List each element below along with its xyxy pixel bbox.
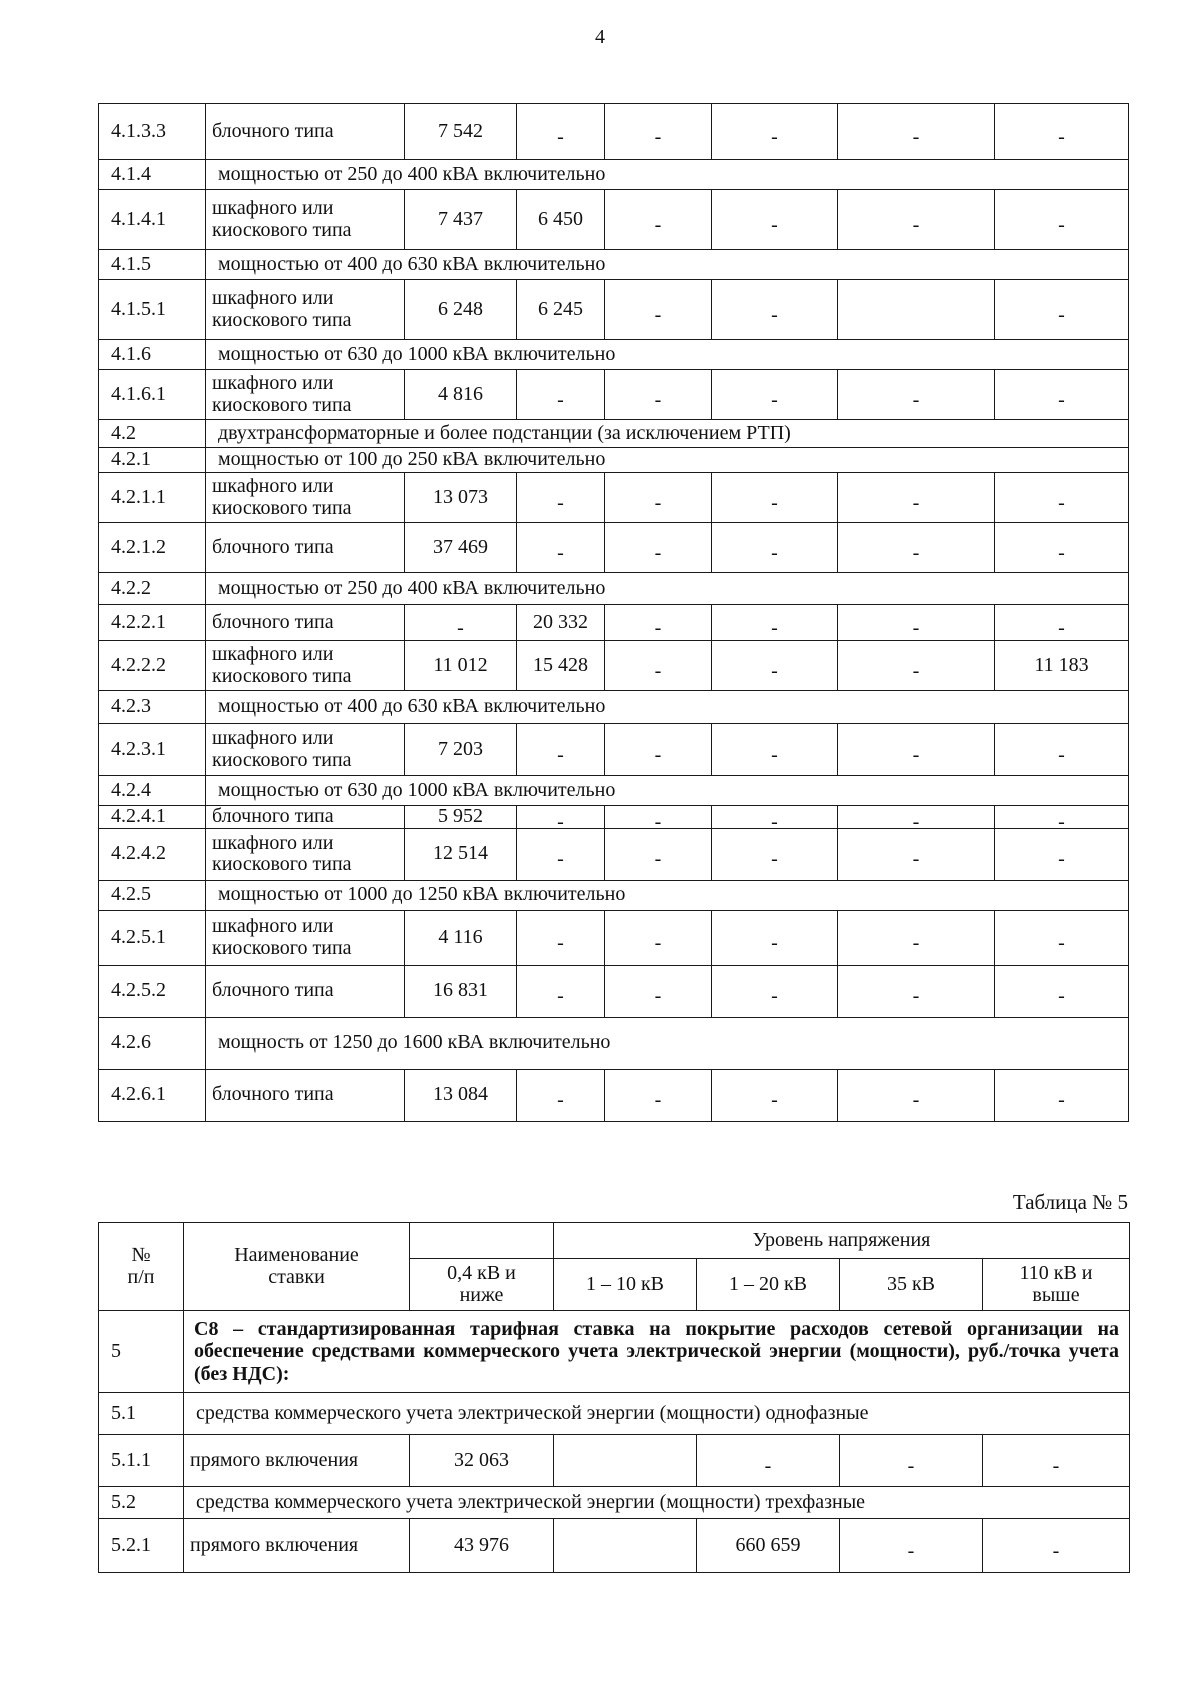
table-row [99,370,1129,420]
section-title: мощностью от 1000 до 1250 кВА включительно [206,880,1129,910]
value-cell [838,965,995,1017]
value-cell [838,523,995,573]
section-title: мощностью от 630 до 1000 кВА включительно [206,776,1129,806]
page-number: 4 [595,26,605,48]
dash-value: - [557,931,564,954]
header-num: № п/п [99,1223,184,1311]
dash-value: - [457,616,464,639]
header-col-1-10: 1 – 10 кВ [554,1259,697,1311]
dash-value: - [771,213,778,236]
value-cell [517,828,605,880]
header-col-1-20: 1 – 20 кВ [697,1259,840,1311]
row-name: шкафного или киоскового типа [206,641,405,691]
value-cell [712,641,838,691]
dash-value: - [912,541,920,564]
value-cell [605,370,712,420]
table-row [99,910,1129,965]
value-cell [838,605,995,641]
table-5-title: Таблица № 5 [1012,1190,1128,1214]
value-cell: 11 183 [995,641,1129,691]
row-code: 4.2.5.2 [99,965,206,1017]
value-cell: 43 976 [410,1519,554,1573]
row-name: блочного типа [206,1069,405,1121]
value-cell [605,806,712,833]
dash-value: - [654,388,662,411]
value-cell [838,370,995,420]
dash-value: - [912,213,920,236]
dash-value: - [912,125,920,148]
dash-value: - [1058,213,1065,236]
row-code: 5.2 [99,1487,184,1519]
dash-value: - [1058,303,1065,326]
dash-value: - [771,848,778,871]
row-code: 4.1.6 [99,340,206,370]
value-cell [605,104,712,160]
row-name: прямого включения [184,1519,410,1573]
value-cell: 32 063 [410,1435,554,1487]
row-name: шкафного или киоскового типа [206,910,405,965]
value-cell [712,190,838,250]
value-cell [517,104,605,160]
dash-value: - [654,491,662,514]
value-cell: 7 542 [405,104,517,160]
table-row [99,1519,1130,1573]
section-title: двухтрансформаторные и более подстанции (за исключением РТП) [206,420,1129,448]
dash-value: - [1052,1539,1060,1562]
table-row [99,523,1129,573]
value-cell: 5 952 [405,806,517,829]
dash-value: - [557,388,564,411]
value-cell [995,828,1129,880]
section-title: мощностью от 400 до 630 кВА включительно [206,250,1129,280]
value-cell [983,1519,1130,1573]
value-cell [712,910,838,965]
row-code: 4.2.6.1 [99,1069,206,1121]
value-cell: 6 245 [517,280,605,340]
dash-value: - [912,491,920,514]
value-cell [712,104,838,160]
row-code: 4.2.5 [99,880,206,910]
dash-value: - [912,931,920,954]
value-cell: 6 450 [517,190,605,250]
value-cell [995,1069,1129,1121]
value-cell [605,190,712,250]
dash-value: - [764,1454,772,1477]
value-cell [840,1435,983,1487]
dash-value: - [557,1089,564,1112]
value-cell [995,806,1129,833]
value-cell: 660 659 [697,1519,840,1573]
dash-value: - [771,659,778,682]
dash-value: - [654,659,662,682]
dash-value: - [771,743,778,766]
value-cell [838,828,995,880]
value-cell [517,806,605,833]
value-cell [605,965,712,1017]
tariff-table-4 [98,103,1129,1122]
dash-value: - [557,848,564,871]
row-name: шкафного или киоскового типа [206,190,405,250]
value-cell [838,641,995,691]
row-code: 4.2.1.2 [99,523,206,573]
value-cell [995,104,1129,160]
value-cell [554,1519,697,1573]
row-code: 4.2.3 [99,691,206,724]
value-cell: 11 012 [405,641,517,691]
value-cell [517,370,605,420]
table-row [99,641,1129,691]
value-cell [995,724,1129,776]
table-5-header-row [99,1223,1130,1259]
row-code: 4.2.1.1 [99,473,206,523]
row-code: 4.1.3.3 [99,104,206,160]
value-cell: 7 437 [405,190,517,250]
dash-value: - [654,848,662,871]
table-row [99,965,1129,1017]
dash-value: - [912,659,920,682]
section-title: мощностью от 630 до 1000 кВА включительно [206,340,1129,370]
value-cell: 4 116 [405,910,517,965]
value-cell [995,965,1129,1017]
dash-value: - [1058,931,1065,954]
value-cell: 6 248 [405,280,517,340]
dash-value: - [654,303,662,326]
dash-value: - [771,1089,778,1112]
value-cell [712,280,838,340]
dash-value: - [771,931,778,954]
row-name: блочного типа [206,605,405,641]
section-title: мощностью от 250 до 400 кВА включительно [206,573,1129,605]
row-code: 4.2.2.2 [99,641,206,691]
dash-value: - [912,616,920,639]
dash-value: - [557,985,564,1008]
table-row [99,104,1129,160]
row-code: 4.2.4 [99,776,206,806]
row-code: 4.2.1 [99,448,206,473]
row-code: 4.2.4.2 [99,828,206,880]
value-cell [605,605,712,641]
dash-value: - [1058,616,1065,639]
value-cell [712,965,838,1017]
value-cell: 37 469 [405,523,517,573]
row-name: шкафного или киоскового типа [206,473,405,523]
row-code: 4.2.5.1 [99,910,206,965]
value-cell [712,806,838,833]
value-cell [838,806,995,833]
value-cell [838,104,995,160]
row-name: прямого включения [184,1435,410,1487]
dash-value: - [557,541,564,564]
c8-row [99,1311,1130,1393]
section-row [99,1487,1130,1519]
row-name: шкафного или киоскового типа [206,280,405,340]
row-code: 4.1.4.1 [99,190,206,250]
value-cell [605,910,712,965]
header-col-35: 35 кВ [840,1259,983,1311]
row-code: 4.2 [99,420,206,448]
value-cell [838,280,995,340]
dash-value: - [771,303,778,326]
value-cell [995,370,1129,420]
value-cell [605,828,712,880]
value-cell: 20 332 [517,605,605,641]
section-title: мощностью от 400 до 630 кВА включительно [206,691,1129,724]
value-cell: 4 816 [405,370,517,420]
dash-value: - [1058,985,1065,1008]
section-row [99,448,1129,473]
value-cell [995,910,1129,965]
dash-value: - [557,491,564,514]
value-cell [712,605,838,641]
dash-value: - [1052,1454,1060,1477]
dash-value: - [654,213,662,236]
dash-value: - [1058,125,1065,148]
row-name: шкафного или киоскового типа [206,828,405,880]
row-code: 4.1.4 [99,160,206,190]
table-row [99,473,1129,523]
row-code: 5.2.1 [99,1519,184,1573]
dash-value: - [907,1539,915,1562]
value-cell: 16 831 [405,965,517,1017]
section-row [99,420,1129,448]
dash-value: - [771,811,778,833]
table-row [99,190,1129,250]
value-cell [838,724,995,776]
dash-value: - [1058,491,1065,514]
section-title: мощностью от 100 до 250 кВА включительно [206,448,1129,473]
dash-value: - [771,388,778,411]
dash-value: - [912,743,920,766]
value-cell [605,724,712,776]
value-cell: 7 203 [405,724,517,776]
dash-value: - [907,1454,915,1477]
row-code: 5.1.1 [99,1435,184,1487]
section-row [99,573,1129,605]
dash-value: - [654,743,662,766]
value-cell: 12 514 [405,828,517,880]
dash-value: - [1058,848,1065,871]
table-row [99,806,1129,829]
value-cell [517,910,605,965]
dash-value: - [1058,811,1065,833]
dash-value: - [771,985,778,1008]
value-cell [995,473,1129,523]
value-cell [605,280,712,340]
dash-value: - [912,1089,920,1112]
value-cell [517,724,605,776]
table-row [99,828,1129,880]
dash-value: - [912,848,920,871]
value-cell: 13 073 [405,473,517,523]
section-row [99,1017,1129,1069]
header-name: Наименование ставки [184,1223,410,1311]
table-row [99,605,1129,641]
dash-value: - [771,491,778,514]
row-code: 4.2.3.1 [99,724,206,776]
row-name: блочного типа [206,965,405,1017]
row-code: 4.1.6.1 [99,370,206,420]
c8-description: С8 – стандартизированная тарифная ставка на покрытие расходов сетевой организации на обеспечение средствами коммерческого учета электрической энергии (мощности), руб./точка учета (без НДС): [184,1311,1130,1393]
value-cell [712,724,838,776]
section-title: мощностью от 250 до 400 кВА включительно [206,160,1129,190]
value-cell [995,190,1129,250]
value-cell [983,1435,1130,1487]
value-cell [605,523,712,573]
section-row [99,776,1129,806]
table-row [99,280,1129,340]
value-cell [605,473,712,523]
row-code: 4.2.2 [99,573,206,605]
dash-value: - [1058,541,1065,564]
row-name: шкафного или киоскового типа [206,370,405,420]
row-code: 4.2.2.1 [99,605,206,641]
value-cell [517,1069,605,1121]
value-cell [712,370,838,420]
header-col-04: 0,4 кВ и ниже [410,1259,554,1311]
value-cell [712,523,838,573]
table-row [99,724,1129,776]
dash-value: - [654,125,662,148]
value-cell [517,965,605,1017]
section-title: мощность от 1250 до 1600 кВА включительно [206,1017,1129,1069]
header-blank [410,1223,554,1259]
value-cell [995,280,1129,340]
value-cell [838,1069,995,1121]
row-code: 4.2.4.1 [99,806,206,829]
section-row [99,160,1129,190]
tariff-table-5 [98,1222,1130,1573]
value-cell [840,1519,983,1573]
value-cell [554,1435,697,1487]
dash-value: - [771,125,778,148]
value-cell [697,1435,840,1487]
section-row [99,340,1129,370]
value-cell [517,523,605,573]
dash-value: - [654,1089,662,1112]
dash-value: - [912,985,920,1008]
row-code: 4.1.5.1 [99,280,206,340]
dash-value: - [912,388,920,411]
value-cell [838,910,995,965]
dash-value: - [771,616,778,639]
row-code: 4.2.6 [99,1017,206,1069]
dash-value: - [654,616,662,639]
section-title: средства коммерческого учета электрической энергии (мощности) трехфазные [184,1487,1130,1519]
row-name: блочного типа [206,806,405,829]
dash-value: - [654,985,662,1008]
value-cell [605,1069,712,1121]
dash-value: - [912,811,920,833]
dash-value: - [654,541,662,564]
value-cell: 13 084 [405,1069,517,1121]
row-code: 4.1.5 [99,250,206,280]
value-cell [405,605,517,641]
table-row [99,1435,1130,1487]
row-name: блочного типа [206,523,405,573]
value-cell [838,190,995,250]
dash-value: - [557,125,564,148]
value-cell [517,473,605,523]
dash-value: - [1058,388,1065,411]
table-row [99,1069,1129,1121]
dash-value: - [557,811,564,833]
header-voltage-level: Уровень напряжения [554,1223,1130,1259]
value-cell [712,473,838,523]
value-cell [995,605,1129,641]
value-cell [712,828,838,880]
dash-value: - [1058,743,1065,766]
value-cell [605,641,712,691]
dash-value: - [1058,1089,1065,1112]
value-cell [712,1069,838,1121]
section-title: средства коммерческого учета электрической энергии (мощности) однофазные [184,1393,1130,1435]
row-name: шкафного или киоскового типа [206,724,405,776]
row-code: 5.1 [99,1393,184,1435]
value-cell [838,473,995,523]
row-name: блочного типа [206,104,405,160]
section-row [99,880,1129,910]
value-cell [995,523,1129,573]
header-col-110: 110 кВ и выше [983,1259,1130,1311]
dash-value: - [654,931,662,954]
c8-code: 5 [99,1311,184,1393]
value-cell: 15 428 [517,641,605,691]
dash-value: - [771,541,778,564]
section-row [99,691,1129,724]
section-row [99,1393,1130,1435]
dash-value: - [557,743,564,766]
section-row [99,250,1129,280]
dash-value: - [654,811,662,833]
